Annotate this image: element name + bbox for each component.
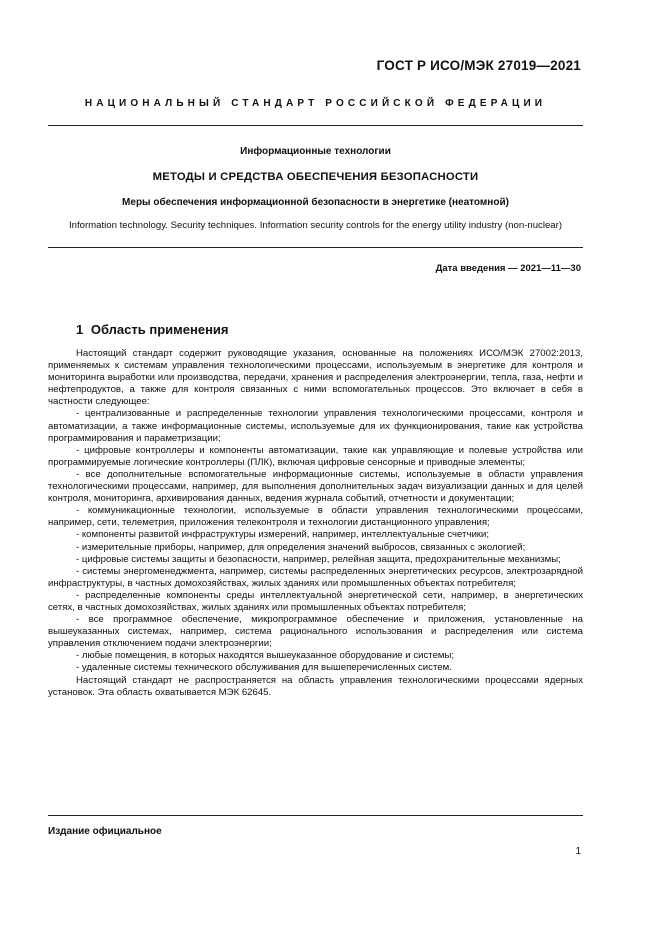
list-item: - цифровые системы защиты и безопасности, например, релейная защита, предохранительные механизмы; [76,553,561,565]
section-body [48,348,583,699]
top-divider [48,125,583,126]
page-number: 1 [575,846,581,857]
document-subtitle: Меры обеспечения информационной безопасности в энергетике (неатомной) [122,197,509,208]
list-item: - системы энергоменеджмента, например, системы распределенных энергетических ресурсов, электрозарядной инфраструктуры, в частных домохозяйствах, жилых зданиях или промышленных объектах потребителя; [48,565,583,589]
english-title: Information technology. Security techniques. Information security controls for the energy utility industry (non-nuclear) [68,220,563,231]
paragraph-intro: Настоящий стандарт содержит руководящие указания, основанные на положениях ИСО/МЭК 27002:2013, применяемых к системам управления технологическими процессами, используемым в энергетике для контроля и мониторинга выработки или производства, передачи, хранения и распределения электроэнергии, тепла, газа, нефти и нефтепродуктов, а также для контроля связанных с ними вспомогательных процессов. Это включает в себя в частности следующее: [48,348,583,408]
list-item: - все дополнительные вспомогательные информационные системы, используемые в области управления технологическими процессами, например, для выполнения дополнительных задач визуализации данных и для целей контроля, мониторинга, архивирования данных, ведения журнала событий, отчетности и документации; [48,468,583,505]
list-item: - измерительные приборы, например, для определения значений выбросов, связанных с экологией; [76,541,526,553]
section-number: 1 [76,322,84,337]
official-edition-label: Издание официальное [48,826,162,837]
list-item: - любые помещения, в которых находятся вышеуказанное оборудование и системы; [76,650,455,662]
document-main-title: МЕТОДЫ И СРЕДСТВА ОБЕСПЕЧЕНИЯ БЕЗОПАСНОСТИ [152,171,479,183]
list-item: - все программное обеспечение, микропрограммное обеспечение и приложения, установленные на вышеуказанных системах, например, система рационального использования и распределения или система управления отключением подачи электроэнергии; [48,614,583,650]
document-topic: Информационные технологии [240,146,391,157]
paragraph-exclusion: Настоящий стандарт не распространяется на область управления технологическими процессами ядерных установок. Эта область охватывается МЭК 62645. [48,674,583,698]
title-divider [48,247,583,248]
gost-number: ГОСТ Р ИСО/МЭК 27019—2021 [376,58,581,73]
introduction-date: Дата введения — 2021—11—30 [435,263,581,274]
list-item: - удаленные системы технического обслуживания для вышеперечисленных систем. [76,662,452,674]
list-item: - цифровые контроллеры и компоненты автоматизации, такие как управляющие и полевые устройства или программируемые логические контроллеры (ПЛК), включая цифровые сенсорные и приводные элементы; [48,444,583,468]
standard-type-header: НАЦИОНАЛЬНЫЙ СТАНДАРТ РОССИЙСКОЙ ФЕДЕРАЦИИ [84,98,547,109]
list-item: - коммуникационные технологии, используемые в области управления технологическими процессами, например, сети, телеметрия, приложения телеконтроля и технологии дистанционного управления; [48,505,583,529]
section-title: Область применения [90,322,229,337]
list-item: - компоненты развитой инфраструктуры измерений, например, интеллектуальные счетчики; [76,529,490,541]
list-item: - централизованные и распределенные технологии управления технологическими процессами, контроля и автоматизации, а также информационные системы, используемые для их функционирования, такие как устройства программирования и параметризации; [48,408,583,444]
footer-divider [48,815,583,816]
title-block [48,145,583,232]
list-item: - распределенные компоненты среды интеллектуальной энергетической сети, например, в энергетических сетях, в частных домохозяйствах, жилых зданиях или промышленных объектах потребителя; [48,589,583,613]
section-heading [76,322,229,337]
